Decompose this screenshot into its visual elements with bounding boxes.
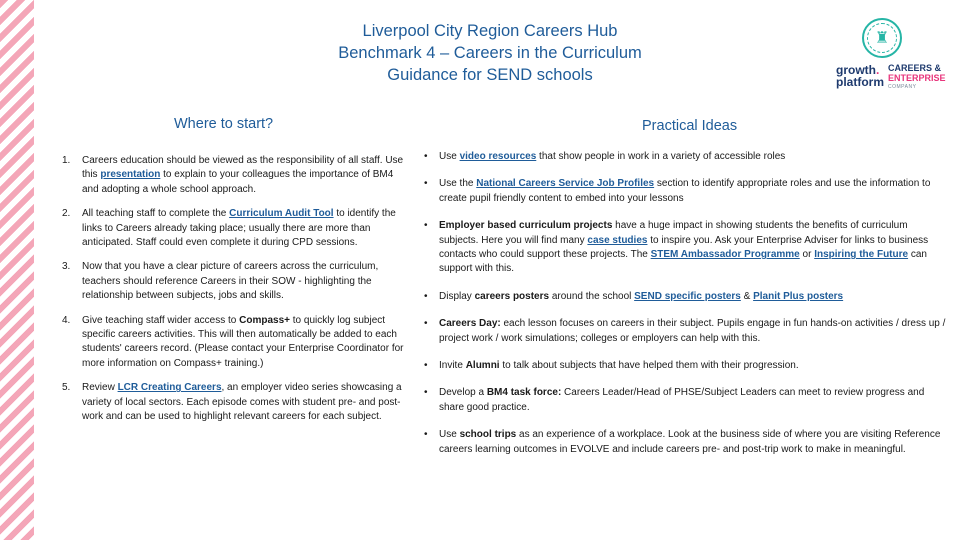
- list-item: 5. Review LCR Creating Careers, an employer video series showcasing a variety of local sectors. Each episode comes with student pre- and post-work and can be used to highlight relevant careers for each subject.: [62, 382, 402, 423]
- send-posters-link[interactable]: SEND specific posters: [634, 290, 741, 302]
- job-profiles-link[interactable]: National Careers Service Job Profiles: [476, 178, 655, 190]
- planit-plus-posters-link[interactable]: Planit Plus posters: [753, 290, 844, 302]
- list-item: • Develop a BM4 task force: Careers Leader/Head of PHSE/Subject Leaders can meet to review progress and share good practice.: [424, 387, 925, 413]
- castle-seal-icon: ♜: [862, 18, 902, 58]
- list-item: 3. Now that you have a clear picture of careers across the curriculum, teachers should reference Careers in their SOW - highlighting the relationship between subjects, jobs and skills.: [62, 261, 379, 302]
- list-item: • Invite Alumni to talk about subjects that have helped them with their progression.: [424, 360, 799, 372]
- case-studies-link[interactable]: case studies: [587, 234, 648, 246]
- page-title: Liverpool City Region Careers Hub Benchmark 4 – Careers in the Curriculum Guidance for SEND schools: [338, 22, 642, 84]
- presentation-link[interactable]: presentation: [100, 169, 161, 181]
- list-item: 1. Careers education should be viewed as the responsibility of all staff. Use this presentation to explain to your colleagues the importance of BM4 and adopting a whole school approach.: [62, 155, 404, 195]
- list-item: • Use school trips as an experience of a workplace. Look at the business side of where you are visiting Reference careers learning outcomes in EVOLVE and include careers pre- and post-trip work to make in meaningful.: [424, 429, 941, 455]
- list-item: • Display careers posters around the school SEND specific posters & Planit Plus posters: [424, 290, 844, 302]
- careers-enterprise-wordmark: CAREERS & ENTERPRISE COMPANY: [888, 63, 946, 90]
- decorative-stripes: [0, 0, 34, 540]
- where-to-start-heading: Where to start?: [174, 116, 274, 132]
- where-to-start-list: [62, 154, 404, 425]
- inspiring-the-future-link[interactable]: Inspiring the Future: [814, 249, 909, 261]
- video-resources-link[interactable]: video resources: [459, 151, 537, 162]
- growth-platform-wordmark: growth. platform: [836, 63, 884, 89]
- list-item: • Careers Day: each lesson focuses on careers in their subject. Pupils engage in fun hands-on activities / dress up / project work / work simulations; colleges or employers can help with this.: [424, 318, 946, 344]
- lcr-creating-careers-link[interactable]: LCR Creating Careers: [117, 382, 222, 394]
- curriculum-audit-tool-link[interactable]: Curriculum Audit Tool: [229, 208, 334, 220]
- list-item: 2. All teaching staff to complete the Curriculum Audit Tool to identify the links to Careers already taking place; usually there are more than anticipated. Staff could even complete it during CPD sessions.: [62, 208, 396, 249]
- practical-ideas-list: [424, 150, 948, 457]
- list-item: • Use video resources that show people in work in a variety of accessible roles: [424, 151, 786, 162]
- list-item: • Employer based curriculum projects have a huge impact in showing students the benefits of curriculum subjects. Here you will find many case studies to inspire you. Ask your Enterprise Adviser for links to business contacts who could support these projects. The STEM Ambassador Programme or Inspiring the Future can support with this.: [424, 220, 929, 275]
- list-item: 4. Give teaching staff wider access to Compass+ to quickly log subject specific careers activities. This will then automatically be added to each students' careers record. (Please contact your Enterprise Coordinator for more information on Compass+ training.): [62, 314, 404, 369]
- list-item: • Use the National Careers Service Job Profiles section to identify appropriate roles and use the information to create pupil friendly content to embed into your lessons: [424, 178, 931, 204]
- stem-ambassador-link[interactable]: STEM Ambassador Programme: [650, 249, 800, 261]
- practical-ideas-heading: Practical Ideas: [642, 118, 738, 134]
